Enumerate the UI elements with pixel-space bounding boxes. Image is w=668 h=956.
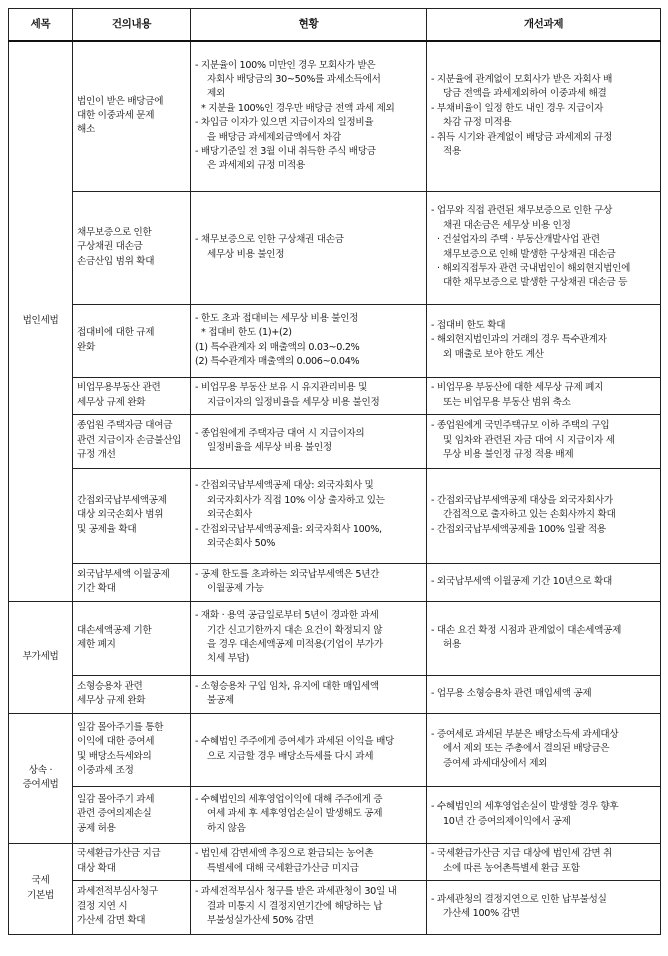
row-improvement xyxy=(427,468,661,563)
cell-line: 소형승용차 관련 xyxy=(77,680,143,692)
row-improvement xyxy=(427,563,661,601)
cell-line: 간접적으로 출자하고 있는 손회사까지 확대 xyxy=(443,509,616,521)
category-basic-law-line2: 기본법 xyxy=(27,889,54,901)
cell-line: 간접외국납부세액공제 xyxy=(77,494,167,506)
row-current xyxy=(191,468,427,563)
cell-line: 세무상 규제 완화 xyxy=(77,396,146,408)
table-row xyxy=(9,675,661,713)
cell-line: 일정비율을 세무상 비용 불인정 xyxy=(207,442,332,453)
tax-proposal-table xyxy=(8,8,661,935)
cell-line: 관련 증여의제손실 xyxy=(77,808,152,820)
cell-line: 대한 채무보증으로 발생한 구상채권 대손금 등 xyxy=(443,277,628,289)
cell-line: 일감 몰아주기 과세 xyxy=(77,793,155,805)
row-current xyxy=(191,713,427,786)
row-item xyxy=(73,880,191,934)
cell-line: - 비업무용 부동산 보유 시 유지관리비용 및 xyxy=(195,382,368,394)
row-improvement xyxy=(427,880,661,934)
cell-line: 기간 신고기한까지 대손 요건이 확정되지 않 xyxy=(207,624,383,636)
table-body xyxy=(9,41,661,934)
cell-line: 세무상 비용 불인정 xyxy=(207,248,285,260)
cell-line: 접대비에 대한 규제 xyxy=(77,327,155,339)
cell-line: 특별세에 대해 국세환급가산금 미지급 xyxy=(207,862,359,874)
table-row xyxy=(9,41,661,191)
cell-line: 외국자회사가 직접 10% 이상 출자하고 있는 xyxy=(207,494,385,506)
cell-line: - 채무보증으로 인한 구상채권 대손금 xyxy=(195,234,344,246)
cell-line: 종업원 주택자금 대여금 xyxy=(77,420,173,432)
cell-line: - 간접외국납부세액공제 대상: 외국자회사 및 xyxy=(195,480,374,492)
cell-line: 이중과세 조정 xyxy=(77,764,134,776)
cell-line: - 국세환급가산금 지급 대상에 법인세 감면 취 xyxy=(431,848,613,860)
row-item xyxy=(73,786,191,843)
row-improvement xyxy=(427,191,661,304)
cell-line: 비업무용부동산 관련 xyxy=(77,382,161,394)
cell-line: 허용 xyxy=(443,639,461,650)
cell-line: 세무상 규제 완화 xyxy=(77,695,146,706)
header-category: 세목 xyxy=(9,9,73,42)
cell-line: 치세 부담) xyxy=(207,653,250,665)
row-item xyxy=(73,468,191,563)
cell-line: 공제 허용 xyxy=(77,822,116,834)
cell-line: - 업무와 직접 관련된 채무보증으로 인한 구상 xyxy=(431,205,613,217)
row-item xyxy=(73,304,191,377)
cell-line: 무상 비용 불인정 규정 적용 배제 xyxy=(443,449,574,461)
cell-line: 부불성실가산세 50% 감면 xyxy=(207,915,314,927)
cell-line: 외국손회사 50% xyxy=(207,538,276,550)
row-current xyxy=(191,786,427,843)
cell-line: - 수혜법인 주주에게 증여세가 과세된 이익을 배당 xyxy=(195,736,395,748)
cell-line: * 지분율 100%인 경우만 배당금 전액 과세 제외 xyxy=(201,102,395,114)
row-current xyxy=(191,414,427,468)
cell-line: - 간접외국납부세액공제율: 외국자회사 100%, xyxy=(195,523,382,535)
cell-line: 에서 제외 또는 주총에서 결의된 배당금은 xyxy=(443,743,610,755)
cell-line: 채권 대손금은 세무상 비용 인정 xyxy=(443,219,571,231)
row-improvement xyxy=(427,786,661,843)
cell-line: - 접대비 한도 확대 xyxy=(431,319,506,331)
row-current xyxy=(191,377,427,414)
row-item xyxy=(73,563,191,601)
table-row xyxy=(9,713,661,786)
cell-line: 을 경우 대손세액공제 미적용(기업이 부가가 xyxy=(207,639,383,650)
row-item xyxy=(73,377,191,414)
cell-line: 해소 xyxy=(77,124,95,136)
row-item xyxy=(73,843,191,880)
table-row xyxy=(9,786,661,843)
table-row xyxy=(9,843,661,880)
cell-line: - 해외현지법인과의 거래의 경우 특수관계자 xyxy=(431,334,607,346)
cell-line: 관련 지급이자 손금불산입 xyxy=(77,434,182,446)
row-current xyxy=(191,843,427,880)
category-corporate-tax: 법인세법 xyxy=(9,41,73,601)
row-item xyxy=(73,414,191,468)
cell-line: 채무보증으로 인한 xyxy=(77,226,152,238)
cell-line: 자회사 배당금의 30~50%를 과세소득에서 xyxy=(207,74,381,86)
cell-line: 완화 xyxy=(77,341,95,353)
header-current: 현황 xyxy=(191,9,427,42)
cell-line: - 재화 · 용역 공급일로부터 5년이 경과한 과세 xyxy=(195,610,379,622)
cell-line: 이익에 대한 증여세 xyxy=(77,736,155,748)
cell-line: 소에 따른 농어촌특별세 환급 포함 xyxy=(443,862,580,874)
cell-line: 외국납부세액 이월공제 xyxy=(77,568,170,580)
cell-line: 제외 xyxy=(207,88,225,100)
cell-line: 채무보증으로 인해 발생한 구상채권 대손금 xyxy=(443,248,616,260)
cell-line: - 종업원에게 주택자금 대여 시 지급이자의 xyxy=(195,427,365,439)
row-improvement xyxy=(427,843,661,880)
cell-line: 차감 규정 미적용 xyxy=(443,117,512,129)
cell-line: 대상 확대 xyxy=(77,862,116,874)
cell-line: - 취득 시기와 관계없이 배당금 과세제외 규정 xyxy=(431,131,613,143)
row-current xyxy=(191,41,427,191)
category-inheritance-tax-line1: 상속 · xyxy=(28,764,53,776)
row-current xyxy=(191,304,427,377)
table-row xyxy=(9,601,661,675)
cell-line: 적용 xyxy=(443,146,461,158)
cell-line: 대한 이중과세 문제 xyxy=(77,110,155,122)
row-improvement xyxy=(427,601,661,675)
cell-line: - 한도 초과 접대비는 세무상 비용 불인정 xyxy=(195,312,359,324)
cell-line: 대손세액공제 기한 xyxy=(77,624,152,636)
cell-line: - 비업무용 부동산에 대한 세무상 규제 폐지 xyxy=(431,382,604,394)
cell-line: - 법인세 감면세액 추징으로 환급되는 농어촌 xyxy=(195,848,374,860)
cell-line: · 건설업자의 주택 · 부동산개발사업 관련 xyxy=(437,234,600,246)
cell-line: - 부채비율이 일정 한도 내인 경우 지급이자 xyxy=(431,102,604,114)
cell-line: 증여세 과세대상에서 제외 xyxy=(443,757,548,769)
row-item xyxy=(73,41,191,191)
cell-line: 외 매출로 보아 한도 계산 xyxy=(443,348,544,360)
cell-line: - 종업원에게 국민주택규모 이하 주택의 구입 xyxy=(431,420,610,432)
row-improvement xyxy=(427,414,661,468)
cell-line: 결정 지연 시 xyxy=(77,900,128,912)
cell-line: 규정 개선 xyxy=(77,449,116,461)
cell-line: - 차입금 이자가 있으면 지급이자의 일정비율 xyxy=(195,117,374,129)
cell-line: 10년 간 증여의제이익에서 공제 xyxy=(443,815,571,827)
category-inheritance-tax-line2: 증여세법 xyxy=(22,779,59,790)
cell-line: (1) 특수관계자 외 매출액의 0.03~0.2% xyxy=(195,341,360,353)
cell-line: 및 공제율 확대 xyxy=(77,523,137,535)
cell-line: 결과 미통지 시 결정지연기간에 해당하는 납 xyxy=(207,900,383,912)
row-item xyxy=(73,601,191,675)
category-basic-law xyxy=(9,843,73,934)
cell-line: * 접대비 한도 (1)+(2) xyxy=(201,327,292,339)
row-improvement xyxy=(427,304,661,377)
cell-line: 지급이자의 일정비율을 세무상 비용 불인정 xyxy=(207,396,380,408)
row-current xyxy=(191,191,427,304)
cell-line: - 과세전적부심사 청구를 받은 과세관청이 30일 내 xyxy=(195,886,397,898)
cell-line: 여세 과세 후 세후영업손실이 발생해도 공제 xyxy=(207,808,383,820)
cell-line: - 공제 한도를 초과하는 외국납부세액은 5년간 xyxy=(195,568,380,580)
row-improvement xyxy=(427,377,661,414)
table-row xyxy=(9,880,661,934)
category-vat: 부가세법 xyxy=(9,601,73,713)
cell-line: 이월공제 가능 xyxy=(207,583,264,594)
cell-line: - 과세관청의 결정지연으로 인한 납부불성실 xyxy=(431,893,607,905)
cell-line: 손금산입 범위 확대 xyxy=(77,255,155,267)
header-item: 건의내용 xyxy=(73,9,191,42)
header-row xyxy=(9,9,661,42)
cell-line: 으로 지급할 경우 배당소득세를 다시 과세 xyxy=(207,750,374,762)
row-improvement xyxy=(427,713,661,786)
table-row xyxy=(9,468,661,563)
cell-line: 및 임차와 관련된 자금 대여 시 지급이자 세 xyxy=(443,434,615,446)
cell-line: 외국손회사 xyxy=(207,509,252,521)
cell-line: 가산세 감면 확대 xyxy=(77,915,146,927)
cell-line: 은 과세제외 규정 미적용 xyxy=(207,160,305,172)
row-current xyxy=(191,601,427,675)
cell-line: - 증여세로 과세된 부분은 배당소득세 과세대상 xyxy=(431,728,619,740)
cell-line: 불공제 xyxy=(207,695,234,706)
cell-line: 법인이 받은 배당금에 xyxy=(77,95,164,107)
cell-line: - 수혜법인의 세후영업손실이 발생할 경우 향후 xyxy=(431,801,619,813)
cell-line: · 해외직접투자 관련 국내법인이 해외현지법인에 xyxy=(437,262,631,274)
cell-line: - 업무용 소형승용차 관련 매입세액 공제 xyxy=(431,687,592,699)
row-current xyxy=(191,563,427,601)
cell-line: 제한 폐지 xyxy=(77,639,116,650)
header-improvement: 개선과제 xyxy=(427,9,661,42)
cell-line: 과세전적부심사청구 xyxy=(77,886,158,898)
row-item xyxy=(73,191,191,304)
row-improvement xyxy=(427,41,661,191)
cell-line: 또는 비업무용 부동산 범위 축소 xyxy=(443,396,571,408)
cell-line: 일감 몰아주기를 통한 xyxy=(77,721,164,733)
row-improvement xyxy=(427,675,661,713)
table-row xyxy=(9,377,661,414)
cell-line: 당금 전액을 과세제외하여 이중과세 해결 xyxy=(443,88,607,100)
cell-line: 하지 않음 xyxy=(207,822,246,834)
cell-line: - 대손 요건 확정 시점과 관계없이 대손세액공제 xyxy=(431,624,622,636)
table-row xyxy=(9,414,661,468)
cell-line: 기간 확대 xyxy=(77,583,116,594)
cell-line: - 지분율이 100% 미만인 경우 모회사가 받은 xyxy=(195,59,376,71)
row-current xyxy=(191,880,427,934)
cell-line: - 배당기준일 전 3월 이내 취득한 주식 배당금 xyxy=(195,146,376,158)
row-current xyxy=(191,675,427,713)
table-row xyxy=(9,563,661,601)
cell-line: - 지분율에 관계없이 모회사가 받은 자회사 배 xyxy=(431,74,613,86)
cell-line: - 소형승용차 구입 임차, 유지에 대한 매입세액 xyxy=(195,680,379,692)
cell-line: 가산세 100% 감면 xyxy=(443,908,520,919)
cell-line: 대상 외국손회사 범위 xyxy=(77,509,164,521)
table-row xyxy=(9,191,661,304)
cell-line: 을 배당금 과세제외금액에서 차감 xyxy=(207,131,341,143)
cell-line: 구상채권 대손금 xyxy=(77,241,143,253)
cell-line: - 간접외국납부세액공제 대상을 외국자회사가 xyxy=(431,494,613,506)
category-inheritance-tax xyxy=(9,713,73,843)
cell-line: 및 배당소득세와의 xyxy=(77,750,152,762)
cell-line: - 간접외국납부세액공제율 100% 일괄 적용 xyxy=(431,523,606,535)
cell-line: - 외국납부세액 이월공제 기간 10년으로 확대 xyxy=(431,575,612,587)
cell-line: 국세환급가산금 지급 xyxy=(77,848,161,860)
table-row xyxy=(9,304,661,377)
row-item xyxy=(73,713,191,786)
category-basic-law-line1: 국세 xyxy=(31,875,50,887)
cell-line: (2) 특수관계자 매출액의 0.006~0.04% xyxy=(195,355,360,367)
row-item xyxy=(73,675,191,713)
cell-line: - 수혜법인의 세후영업이익에 대해 주주에게 증 xyxy=(195,793,383,805)
